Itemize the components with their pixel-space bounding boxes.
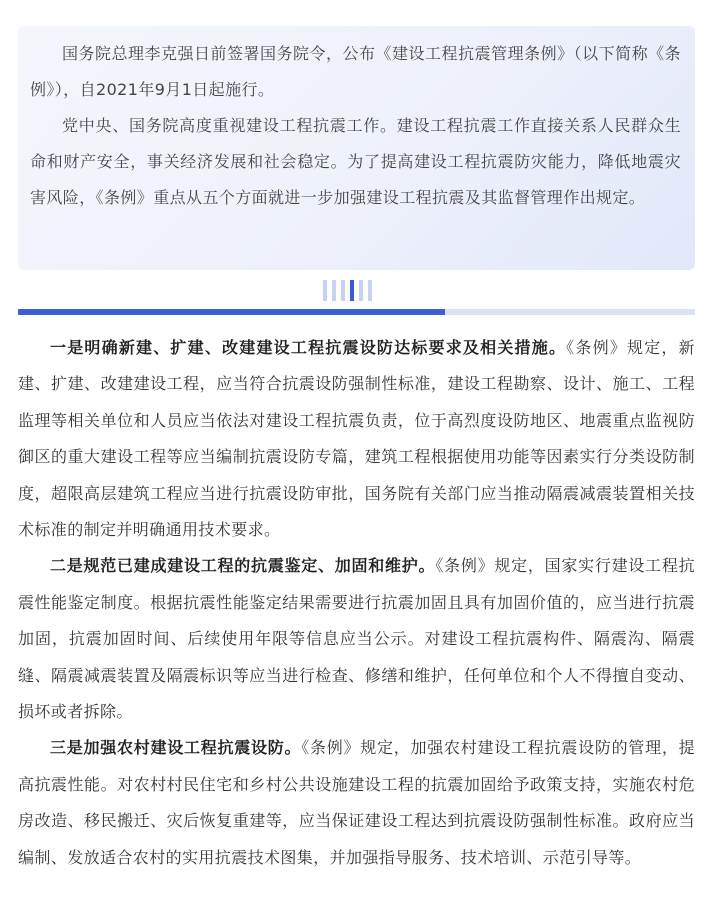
article-content [18,330,695,876]
intro-box [18,26,695,270]
divider-ornament [323,280,372,301]
ornament-bar [359,280,363,301]
section-heading: 一是明确新建、扩建、改建建设工程抗震设防达标要求及相关措施。 [50,338,567,357]
section-paragraph [18,548,695,730]
ornament-bar [341,280,345,301]
ornament-bar-accent [350,280,354,301]
ornament-bar [368,280,372,301]
section-heading: 三是加强农村建设工程抗震设防。 [50,738,302,758]
section-divider-accent [18,309,445,315]
intro-paragraph-2: 党中央、国务院高度重视建设工程抗震工作。建设工程抗震工作直接关系人民群众生命和财产安全，事关经济发展和社会稳定。为了提高建设工程抗震防灾能力，降低地震灾害风险，《条例》重点从五个方面就进一步加强建设工程抗震及其监督管理作出规定。 [30,116,681,207]
section-paragraph [18,330,695,548]
ornament-bar [332,280,336,301]
intro-paragraph-1: 国务院总理李克强日前签署国务院令，公布《建设工程抗震管理条例》（以下简称《条例》），自2021年9月1日起施行。 [30,44,681,99]
section-body: 《条例》规定，加强农村建设工程抗震设防的管理，提高抗震性能。对农村村民住宅和乡村公共设施建设工程的抗震加固给予政策支持，实施农村危房改造、移民搬迁、灾后恢复重建等，应当保证建设工程达到抗震设防强制性标准。政府应当编制、发放适合农村的实用抗震技术图集，并加强指导服务、技术培训、示范引导等。 [18,738,695,867]
section-heading: 二是规范已建成建设工程的抗震鉴定、加固和维护。 [50,556,436,576]
section-body: 《条例》规定，新建、扩建、改建建设工程，应当符合抗震设防强制性标准，建设工程勘察、设计、施工、工程监理等相关单位和人员应当依法对建设工程抗震负责，位于高烈度设防地区、地震重点监视防御区的重大建设工程等应当编制抗震设防专篇，建筑工程根据使用功能等因素实行分类设防制度，超限高层建筑工程应当进行抗震设防审批，国务院有关部门应当推动隔震减震装置相关技术标准的制定并明确通用技术要求。 [18,338,695,540]
ornament-bar [323,280,327,301]
section-divider [18,309,695,315]
section-paragraph [18,730,695,876]
section-body: 《条例》规定，国家实行建设工程抗震性能鉴定制度。根据抗震性能鉴定结果需要进行抗震加固且具有加固价值的，应当进行抗震加固，抗震加固时间、后续使用年限等信息应当公示。对建设工程抗震构件、隔震沟、隔震缝、隔震减震装置及隔震标识等应当进行检查、修缮和维护，任何单位和个人不得擅自变动、损坏或者拆除。 [18,556,695,722]
